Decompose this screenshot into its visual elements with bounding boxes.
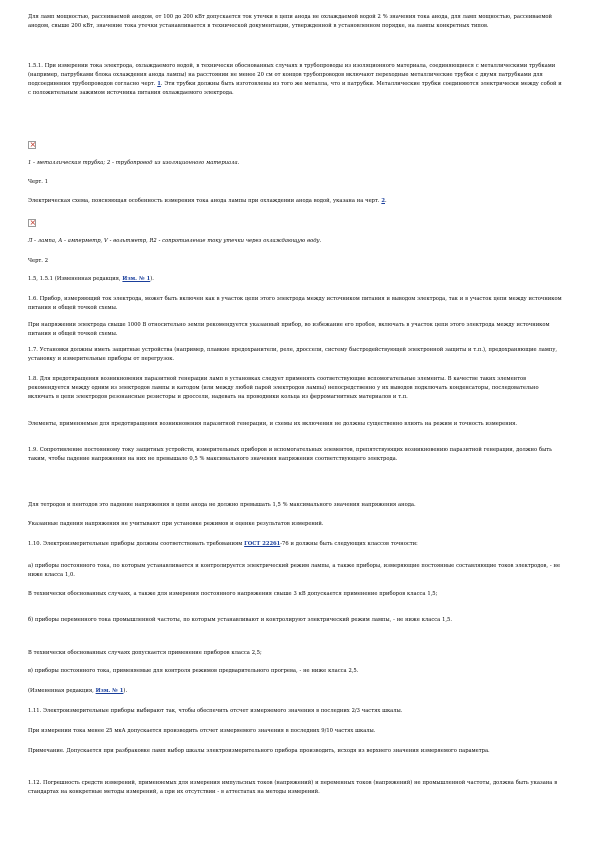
paragraph: [28, 197, 566, 206]
paragraph: [28, 501, 566, 510]
paragraph: [28, 727, 566, 736]
paragraph-text: 1.5, 1.5.1 (Измененная редакция,: [28, 276, 123, 282]
reference-link[interactable]: 1: [157, 81, 161, 87]
paragraph: [28, 178, 566, 187]
paragraph-text: 1.5.1. При измерении тока электрода, охлаждаемого водой, в технически обоснованных случаях в трубопроводы из изоляционного материала, соединяющиеся с металлическими трубками (например, патрубками блока охлаждения анода лампы) на расстоянии не менее 20 см от концов трубопроводов включают переходные металлические трубки с двумя патрубками для подсоединения трубопроводов согласно черт.: [28, 63, 556, 87]
reference-link[interactable]: ГОСТ 22261: [244, 541, 281, 547]
paragraph-text: В технически обоснованных случаях допускается применение приборов класса 2,5;: [28, 650, 262, 656]
paragraph-text-tail: .: [384, 198, 387, 204]
paragraph: [28, 420, 566, 429]
paragraph-text: 1.6. Прибор, измеряющий ток электрода, может быть включен как в участок цепи этого электрода между источником питания и выводом электрода, так и в участок цепи между источником питания и общей точкой схемы.: [28, 296, 562, 311]
paragraph-text: Л - лампа, А - амперметр, V - вольтметр, R2 - сопротивление току утечки через охлаждающую воду.: [28, 238, 322, 244]
paragraph-text: В технически обоснованных случаях, а также для измерения постоянного напряжения свыше 3 кВ допускается применение приборов класса 1,5;: [28, 591, 438, 597]
reference-link[interactable]: Изм. № 1: [122, 276, 151, 282]
reference-link[interactable]: 2: [381, 198, 385, 204]
paragraph: [28, 62, 566, 98]
paragraph-text: Для ламп мощностью, рассеиваемой анодом, от 100 до 200 кВт допускается ток утечки в цепи анода не охлаждаемой водой 2 % значения тока анода, для ламп мощностью, рассеиваемой анодом, свыше 200 кВт, значение тока утечки устанавливается в технической документации, утвержденной в установленном порядке, на лампы конкретных типов.: [28, 14, 552, 29]
paragraph: [28, 520, 566, 529]
paragraph-text: Элементы, применяемые для предотвращения возникновения паразитной генерации, и схемы их включения не должны существенно влиять на режим и точность измерения.: [28, 421, 518, 427]
paragraph-text: Черт. 2: [28, 258, 49, 264]
paragraph: [28, 346, 566, 364]
paragraph: [28, 707, 566, 716]
paragraph: [28, 446, 566, 464]
paragraph: [28, 295, 566, 313]
paragraph-text-tail: ).: [123, 688, 128, 694]
paragraph-text: Указанные падения напряжения не учитывают при установке режимов и оценке результатов измерений.: [28, 521, 324, 527]
paragraph-text: 1.12. Погрешность средств измерений, применяемых для измерения импульсных токов (напряжений) и переменных токов (напряжений) не промышленной частоты, должна быть указана в стандартах на конкретные методы измерений, а при их отсутствии - в аттестатах на методы измерений.: [28, 780, 558, 795]
paragraph-text: (Измененная редакция,: [28, 688, 96, 694]
paragraph: [28, 375, 566, 402]
paragraph-text: Примечание. Допускается при разбраковке ламп выбор шкалы электроизмерительного прибора производить, исходя из верхнего значения измеряемого параметра.: [28, 748, 490, 754]
paragraph: [28, 237, 566, 246]
paragraph: [28, 540, 566, 549]
reference-link[interactable]: Изм. № 1: [95, 688, 124, 694]
paragraph: [28, 13, 566, 31]
paragraph: [28, 590, 566, 599]
paragraph: [28, 616, 566, 625]
paragraph: [28, 321, 566, 339]
paragraph: [28, 257, 566, 266]
paragraph-text: 1.10. Электроизмерительные приборы должны соответствовать требованиям: [28, 541, 245, 547]
paragraph-text: 1.11. Электроизмерительные приборы выбирают так, чтобы обеспечить отсчет измеряемого значения в последних 2/3 частях шкалы.: [28, 708, 403, 714]
paragraph-text: Электрическая схема, поясняющая особенность измерения тока анода лампы при охлаждении анода водой, указана на черт.: [28, 198, 382, 204]
paragraph: [28, 747, 566, 756]
paragraph-text-tail: . Эти трубки должны быть изготовлены из того же металла, что и патрубки. Металлические трубки соединяются электрически между собой и с положительным зажимом источника питания охлаждаемого электрода.: [28, 81, 562, 96]
paragraph-text: Для тетродов и пентодов это падение напряжения в цепи анода не должно превышать 1,5 % максимального значения напряжения анода.: [28, 502, 416, 508]
paragraph-text: 1.8. Для предотвращения возникновения паразитной генерации ламп в установках следует применять соответствующие вспомогательные элементы. В качестве таких элементов рекомендуется между одним из электродов лампы и катодом (или между любой парой электродов лампы) непосредственно у их выводов подключать конденсаторы, последовательно включать в цепи электродов резонансные резисторы и дроссели, надевать на проводники кольца из ферромагнитных материалов и т.п.: [28, 376, 539, 400]
paragraph: [28, 687, 566, 696]
paragraph-text: Черт. 1: [28, 179, 49, 185]
paragraph: [28, 667, 566, 676]
paragraph-text: 1.7. Установки должны иметь защитные устройства (например, плавкие предохранители, реле, дроссели, систему быстродействующей электронной защиты и т.п.), предохраняющие лампу, установку и измерительные приборы от перегрузок.: [28, 347, 558, 362]
paragraph: [28, 649, 566, 658]
paragraph-text: в) приборы постоянного тока, применяемые для контроля режимов предварительного прогрева, - не ниже класса 2,5.: [28, 668, 359, 674]
paragraph-text: б) приборы переменного тока промышленной частоты, по которым устанавливают и контролируют электрический режим лампы, - не ниже класса 1,5.: [28, 617, 452, 623]
paragraph-text: При измерении тока менее 25 мкА допускается производить отсчет измеряемого значения в последних 9/10 частях шкалы.: [28, 728, 376, 734]
paragraph: [28, 779, 566, 797]
paragraph: [28, 275, 566, 284]
paragraph-text: 1 - металлическая трубка; 2 - трубопровод из изоляционного материала.: [28, 160, 240, 166]
paragraph: [28, 159, 566, 168]
paragraph-text: а) приборы постоянного тока, по которым устанавливается и контролируется электрический режим лампы, а также приборы, измеряющие постоянные составляющие токов электродов, - не ниже класса 1,0.: [28, 563, 561, 578]
paragraph-text-tail: -76 и должны быть следующих классов точности:: [280, 541, 418, 547]
missing-image-icon: [28, 141, 36, 149]
paragraph: [28, 562, 566, 580]
paragraph-text: 1.9. Сопротивление постоянному току защитных устройств, измерительных приборов и вспомогательных элементов, препятствующих возникновению паразитной генерации, должно быть таким, чтобы падение напряжения на них не превышало 0,5 % максимального значения напряжения соответствующего электрода.: [28, 447, 552, 462]
missing-image-icon: [28, 219, 36, 227]
paragraph-text: При напряжении электрода свыше 1000 В относительно земли рекомендуется указанный прибор, во избежание его пробоя, включать в участок цепи этого электрода между источником питания и общей точкой схемы.: [28, 322, 550, 337]
paragraph-text-tail: ).: [150, 276, 154, 282]
